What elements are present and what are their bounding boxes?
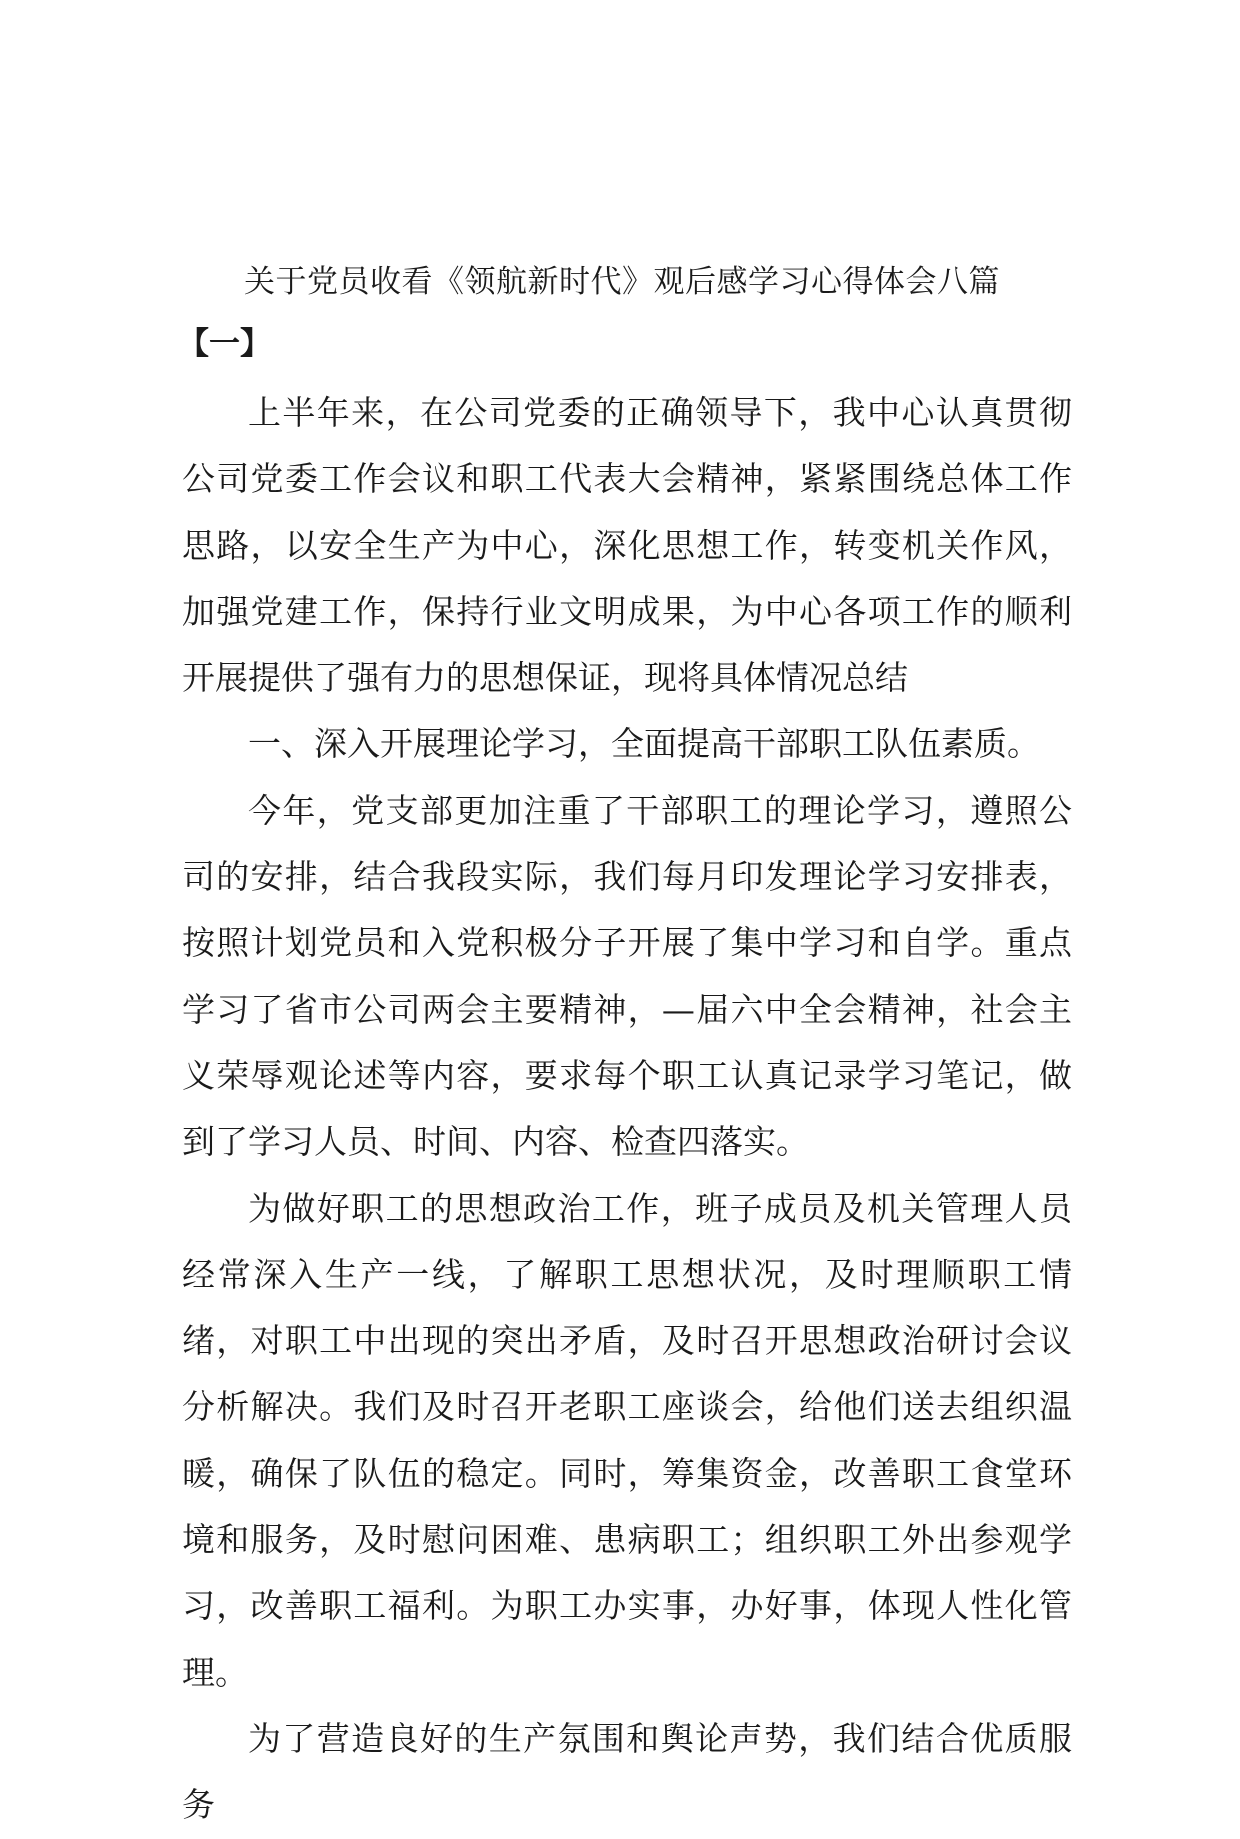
paragraph: 一、深入开展理论学习，全面提高干部职工队伍素质。 [248, 724, 1040, 764]
paragraph: 为了营造良好的生产氛围和舆论声势，我们结合优质服务 [182, 1718, 1072, 1825]
section-marker: 【一】 [178, 326, 271, 362]
paragraph: 上半年来，在公司党委的正确领导下，我中心认真贯彻公司党委工作会议和职工代表大会精神，紧紧围绕总体工作思路，以安全生产为中心，深化思想工作，转变机关作风，加强党建工作，保持行业文明成果，为中心各项工作的顺利开展提供了强有力的思想保证，现将具体情况总结 [182, 393, 1072, 698]
paragraph: 为做好职工的思想政治工作，班子成员及机关管理人员经常深入生产一线，了解职工思想状况，及时理顺职工情绪，对职工中出现的突出矛盾，及时召开思想政治研讨会议分析解决。我们及时召开老职工座谈会，给他们送去组织温暖，确保了队伍的稳定。同时，筹集资金，改善职工食堂环境和服务，及时慰问困难、患病职工；组织职工外出参观学习，改善职工福利。为职工办实事，办好事，体现人性化管理。 [182, 1188, 1072, 1692]
paragraph: 今年，党支部更加注重了干部职工的理论学习，遵照公司的安排，结合我段实际，我们每月印发理论学习安排表，按照计划党员和入党积极分子开展了集中学习和自学。重点学习了省市公司两会主要精神，—届六中全会精神，社会主义荣辱观论述等内容，要求每个职工认真记录学习笔记，做到了学习人员、时间、内容、检查四落实。 [182, 790, 1072, 1162]
document-title: 关于党员收看《领航新时代》观后感学习心得体会八篇 [244, 264, 1000, 300]
document-body [182, 380, 1072, 1839]
